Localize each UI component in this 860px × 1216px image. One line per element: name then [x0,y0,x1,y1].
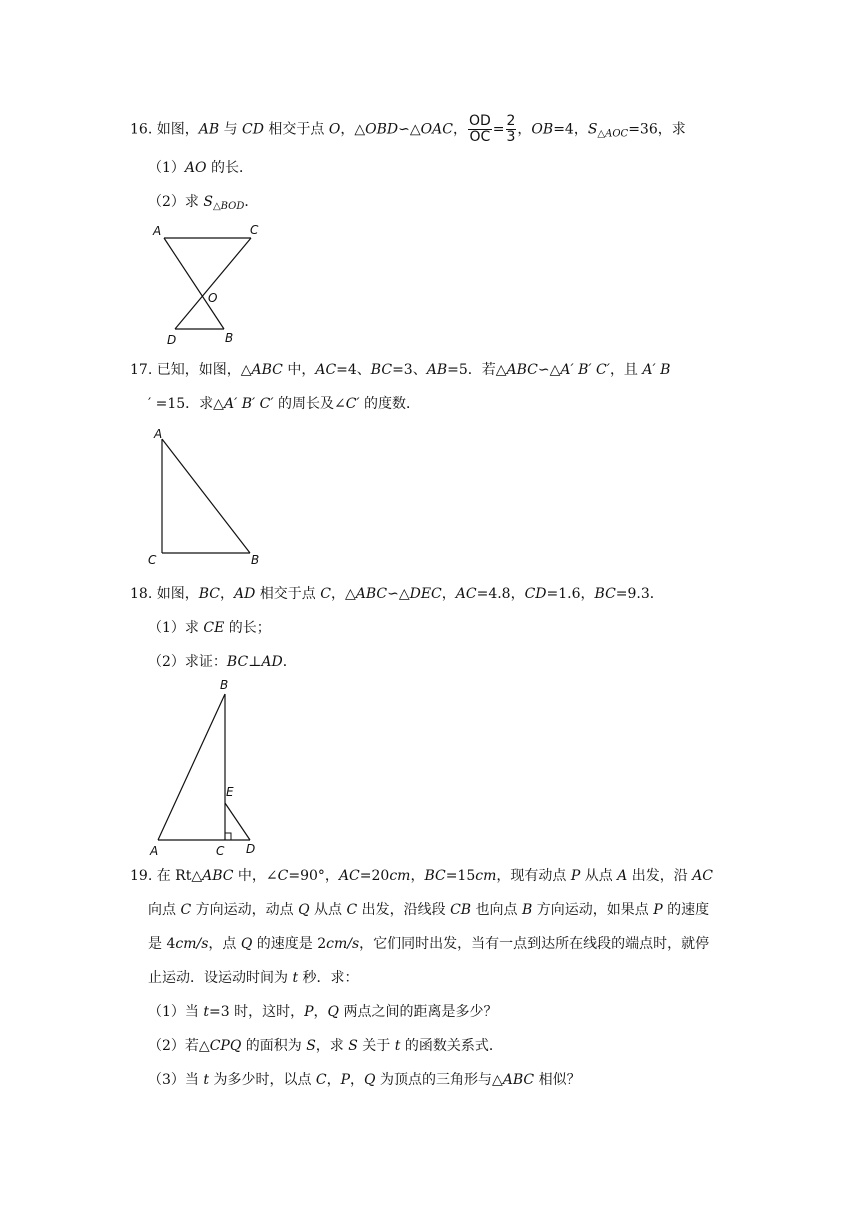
q17-label-b: B [251,553,260,567]
q17-statement-line-2: ′ =15．求△A′ B′ C′ 的周长及∠C′ 的度数． [148,396,421,412]
q16-figure [140,220,280,350]
q16-sub-2: （2）求 $S_{\triangle BOD}$． [148,194,259,212]
q16-label-b: B [225,331,234,345]
q18-sub-2: （2）求证：BC⊥AD． [148,654,297,670]
fraction-od-oc: $\frac{OD}{OC}$ [468,113,491,145]
fraction-two-thirds: $\frac{2}{3}$ [506,113,516,145]
q17-label-c: C [148,553,157,567]
q16-label-o: O [208,291,218,305]
q19-number: 19. [130,868,153,884]
q18-number: 18. [130,586,153,602]
q18-label-a: A [150,844,159,858]
q17-number: 17. [130,362,153,378]
q19-sub-1: （1）当 t=3 时，这时，P，Q 两点之间的距离是多少？ [148,1004,498,1020]
q19-statement-line-2: 向点 C 方向运动，动点 Q 从点 C 出发，沿线段 CB 也向点 B 方向运动，如果点 P 的速度 [148,902,710,918]
q17-label-a: A [154,427,163,441]
q18-sub-1: （1）求 CE 的长； [148,620,271,636]
q19-statement-line-1: 19. 在 Rt△ABC 中，∠C=90°，AC=20cm，BC=15cm，现有动点 P 从点 A 出发，沿 AC [130,868,714,884]
q18-label-c: C [216,844,225,858]
q16-statement: 16. 如图，AB 与 CD 相交于点 O，△OBD∽△OAC， $\frac{OD}{OC}$ = $\frac{2}{3}$ ，OB=4，$S_{\triangle AOC}=36$，求 [130,113,686,145]
q18-label-b: B [220,678,229,692]
q19-statement-line-3: 是 4cm/s，点 Q 的速度是 2cm/s，它们同时出发，当有一点到达所在线段的端点时，就停 [148,936,710,952]
q16-sub-1: （1）AO 的长． [148,160,253,176]
q18-label-d: D [246,842,256,856]
q18-label-e: E [226,785,234,799]
q19-sub-2: （2）若△CPQ 的面积为 S，求 S 关于 t 的函数关系式． [148,1038,503,1054]
q17-figure [140,425,280,570]
q19-statement-line-4: 止运动．设运动时间为 t 秒．求： [148,970,359,986]
q16-label-a: A [153,224,162,238]
q16-number: 16. [130,121,153,138]
q16-label-c: C [250,223,259,237]
q18-statement: 18. 如图，BC，AD 相交于点 C，△ABC∽△DEC，AC=4.8，CD=1.6，BC=9.3． [130,586,664,602]
q17-statement-line-1: 17. 已知，如图，△ABC 中，AC=4、BC=3、AB=5．若△ABC∽△A′ B′ C′，且 A′ B [130,362,671,378]
q19-sub-3: （3）当 t 为多少时，以点 C，P，Q 为顶点的三角形与△ABC 相似？ [148,1072,581,1088]
q18-figure [140,676,280,861]
q16-label-d: D [167,333,177,347]
